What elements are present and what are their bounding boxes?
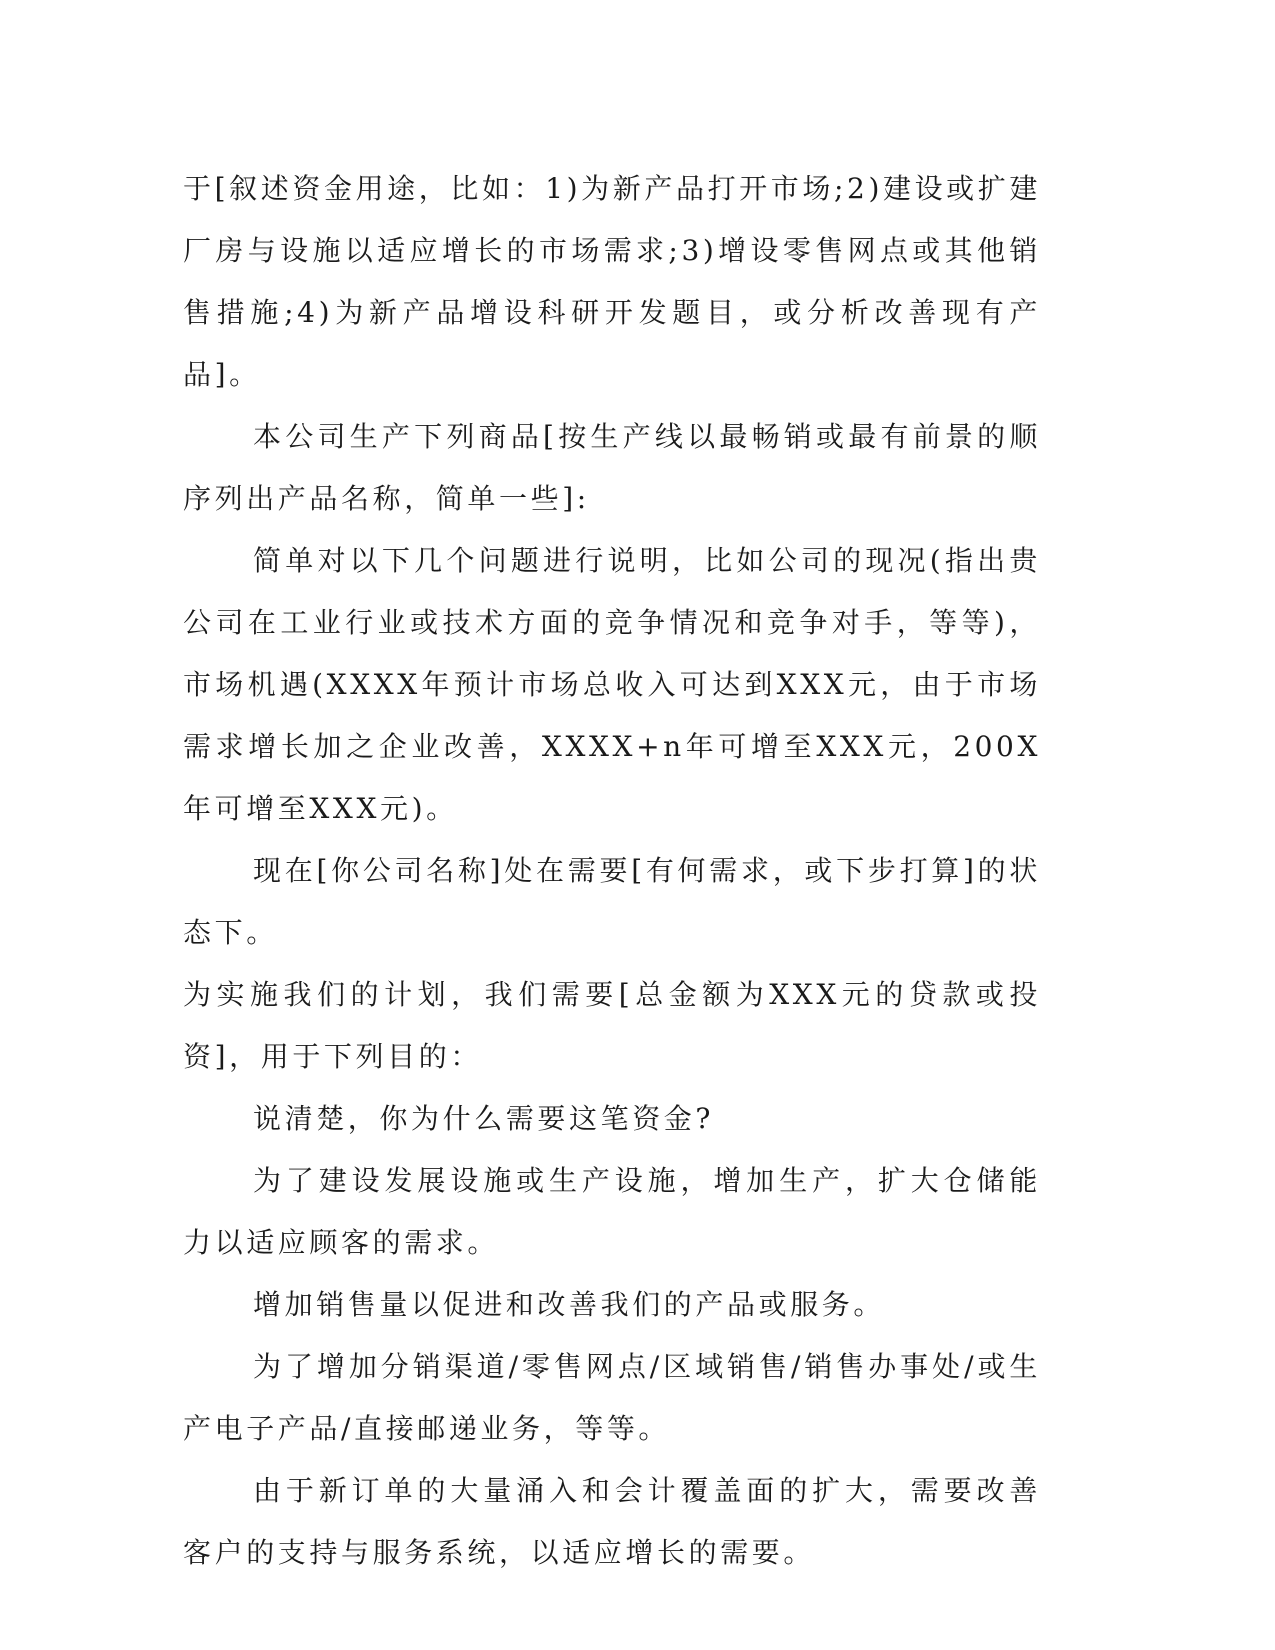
paragraph-current-needs: 现在[你公司名称]处在需要[有何需求，或下步打算]的状态下。 <box>183 854 1041 949</box>
document-body <box>183 158 1041 1584</box>
paragraph-customer-support: 由于新订单的大量涌入和会计覆盖面的扩大，需要改善客户的支持与服务系统，以适应增长的需要。 <box>183 1474 1041 1569</box>
paragraph-funding-uses: 于[叙述资金用途，比如：1)为新产品打开市场;2)建设或扩建厂房与设施以适应增长的市场需求;3)增设零售网点或其他销售措施;4)为新产品增设科研开发题目，或分析改善现有产品]。 <box>183 172 1041 391</box>
paragraph-facilities: 为了建设发展设施或生产设施，增加生产，扩大仓储能力以适应顾客的需求。 <box>183 1164 1041 1259</box>
paragraph-distribution: 为了增加分销渠道/零售网点/区域销售/销售办事处/或生产电子产品/直接邮递业务，等等。 <box>183 1350 1041 1445</box>
paragraph-sales-growth: 增加销售量以促进和改善我们的产品或服务。 <box>253 1288 886 1321</box>
paragraph-company-status: 简单对以下几个问题进行说明，比如公司的现况(指出贵公司在工业行业或技术方面的竞争情况和竞争对手，等等)，市场机遇(XXXX年预计市场总收入可达到XXX元，由于市场需求增长加之企业改善，XXXX+n年可增至XXX元，200X年可增至XXX元)。 <box>183 544 1041 825</box>
paragraph-products: 本公司生产下列商品[按生产线以最畅销或最有前景的顺序列出产品名称，简单一些]: <box>183 420 1041 515</box>
paragraph-why-funds: 说清楚，你为什么需要这笔资金? <box>253 1102 715 1135</box>
paragraph-financing-plan: 为实施我们的计划，我们需要[总金额为XXX元的贷款或投资]，用于下列目的： <box>183 978 1041 1073</box>
